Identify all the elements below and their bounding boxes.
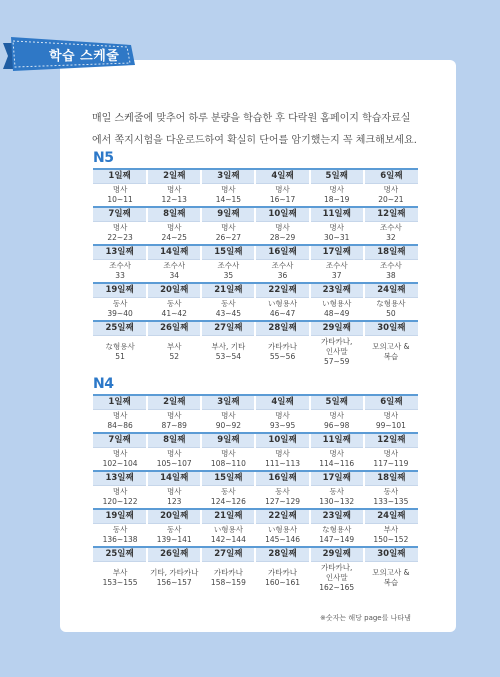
day-label: 1일째 <box>93 169 147 183</box>
word-category: 명사 <box>221 184 236 194</box>
day-label: 16일째 <box>255 245 309 259</box>
section-title-n4: N4 <box>93 376 114 392</box>
study-content-row <box>93 485 418 509</box>
study-cell <box>201 523 255 547</box>
study-cell <box>364 297 418 321</box>
day-label: 23일째 <box>310 509 364 523</box>
word-category: 동사 <box>166 298 182 308</box>
day-label: 22일째 <box>255 509 309 523</box>
day-label: 4일째 <box>255 169 309 183</box>
day-label: 6일째 <box>364 395 418 409</box>
study-cell <box>310 259 364 283</box>
day-header-row <box>93 395 418 409</box>
day-header-row <box>93 509 418 523</box>
day-label: 8일째 <box>147 207 201 221</box>
day-label: 24일째 <box>364 283 418 297</box>
study-content-row <box>93 221 418 245</box>
study-cell <box>201 297 255 321</box>
day-label: 12일째 <box>364 207 418 221</box>
word-category: 부사 <box>383 524 399 534</box>
day-label: 12일째 <box>364 433 418 447</box>
schedule-table-n5 <box>93 168 418 369</box>
day-label: 10일째 <box>255 207 309 221</box>
word-category: 조수사 <box>325 260 348 270</box>
page-range: 114~116 <box>319 458 355 468</box>
word-category: 명사 <box>166 486 182 496</box>
page-range: 93~95 <box>269 420 296 430</box>
word-category: 조수사 <box>109 260 131 270</box>
day-label: 24일째 <box>364 509 418 523</box>
study-cell <box>201 561 255 595</box>
day-label: 23일째 <box>310 283 364 297</box>
day-label: 7일째 <box>93 433 147 447</box>
word-category: 명사 <box>329 448 344 458</box>
study-cell <box>310 485 364 509</box>
word-category: 명사 <box>112 184 128 194</box>
day-label: 19일째 <box>93 283 147 297</box>
page-range: 123 <box>167 496 182 506</box>
schedule-table-n4 <box>93 394 418 595</box>
day-label: 28일째 <box>255 321 309 335</box>
page-range: 14~15 <box>215 194 242 204</box>
study-cell <box>201 335 255 369</box>
word-category: い형용사 <box>267 524 298 534</box>
study-cell <box>310 335 364 369</box>
word-category: 동사 <box>275 486 290 496</box>
page-range: 136~138 <box>102 534 138 544</box>
day-label: 9일째 <box>201 207 255 221</box>
word-category: 동사 <box>112 524 128 534</box>
word-category: 명사 <box>275 184 290 194</box>
day-label: 29일째 <box>310 321 364 335</box>
word-category: 명사 <box>275 410 290 420</box>
day-header-row <box>93 471 418 485</box>
study-content-row <box>93 183 418 207</box>
study-cell <box>201 183 255 207</box>
day-label: 18일째 <box>364 471 418 485</box>
word-category: 조수사 <box>271 260 294 270</box>
study-cell <box>255 183 309 207</box>
day-header-row <box>93 245 418 259</box>
page-range: 16~17 <box>269 194 296 204</box>
study-cell <box>93 335 147 369</box>
study-cell <box>93 183 147 207</box>
word-category: 부사 <box>166 342 182 352</box>
word-category: 모의고사 & <box>372 568 410 578</box>
word-category: 동사 <box>112 298 128 308</box>
word-category: 명사 <box>112 486 128 496</box>
page-range: 153~155 <box>102 578 138 588</box>
study-cell <box>364 447 418 471</box>
study-content-row <box>93 297 418 321</box>
day-label: 19일째 <box>93 509 147 523</box>
page-range: 158~159 <box>210 578 246 588</box>
page-range: 35 <box>223 270 234 280</box>
page-range: 90~92 <box>215 420 242 430</box>
day-label: 25일째 <box>93 547 147 561</box>
page-range: 53~54 <box>215 352 242 362</box>
study-cell <box>147 485 201 509</box>
study-content-row <box>93 335 418 369</box>
page-range: 32 <box>386 232 396 242</box>
word-category: 조수사 <box>380 260 402 270</box>
study-cell <box>93 561 147 595</box>
day-label: 2일째 <box>147 395 201 409</box>
word-category: 부사 <box>112 568 128 578</box>
page-range: 24~25 <box>161 232 187 242</box>
page-range: 12~13 <box>161 194 187 204</box>
page-range: 20~21 <box>378 194 404 204</box>
word-category: 명사 <box>221 222 236 232</box>
day-label: 1일째 <box>93 395 147 409</box>
study-cell <box>201 409 255 433</box>
footnote: ※숫자는 해당 page를 나타냄 <box>320 614 411 622</box>
study-cell <box>93 409 147 433</box>
study-cell <box>364 183 418 207</box>
page-range: 50 <box>386 308 396 318</box>
day-label: 14일째 <box>147 245 201 259</box>
word-category: 가타카나, <box>321 337 353 347</box>
study-cell <box>201 447 255 471</box>
page-range: 38 <box>386 270 396 280</box>
intro-paragraph: 매일 스케줄에 맞추어 하루 분량을 학습한 후 다락원 홈페이지 학습자료실 에서 쪽지시험을 다운로드하여 확실히 단어를 암기했는지 꼭 체크해보세요. <box>92 113 417 146</box>
page-range: 39~40 <box>107 308 133 318</box>
study-cell <box>93 485 147 509</box>
day-label: 2일째 <box>147 169 201 183</box>
study-cell <box>364 485 418 509</box>
page-range: 30~31 <box>324 232 350 242</box>
study-cell <box>255 259 309 283</box>
page-range: 130~132 <box>319 496 355 506</box>
study-cell <box>255 335 309 369</box>
study-cell <box>255 409 309 433</box>
study-cell <box>93 259 147 283</box>
study-cell <box>255 561 309 595</box>
page-range: 28~29 <box>269 232 296 242</box>
study-content-row <box>93 561 418 595</box>
study-cell <box>364 259 418 283</box>
page-range: 37 <box>331 270 342 280</box>
banner-title: 학습 스케줄 <box>49 49 120 64</box>
page-range: 102~104 <box>102 458 138 468</box>
page-range: 46~47 <box>269 308 296 318</box>
page-range: 34 <box>169 270 179 280</box>
study-cell <box>310 447 364 471</box>
word-category: 동사 <box>221 298 236 308</box>
section-title-n5: N5 <box>93 150 114 166</box>
word-category: 가타카나 <box>268 568 298 578</box>
study-cell <box>201 221 255 245</box>
day-header-row <box>93 547 418 561</box>
page-range: 117~119 <box>373 458 409 468</box>
study-cell <box>93 523 147 547</box>
page-range: 99~101 <box>375 420 406 430</box>
word-category: 기타, 가타카나 <box>150 568 199 578</box>
word-category: 가타카나, <box>321 563 353 573</box>
day-label: 30일째 <box>364 547 418 561</box>
day-label: 20일째 <box>147 283 201 297</box>
study-cell <box>255 297 309 321</box>
word-category: な형용사 <box>376 298 406 308</box>
day-label: 29일째 <box>310 547 364 561</box>
word-category: 조수사 <box>380 222 402 232</box>
page-range: 18~19 <box>324 194 350 204</box>
study-cell <box>93 447 147 471</box>
day-label: 10일째 <box>255 433 309 447</box>
study-cell <box>147 335 201 369</box>
word-category: 동사 <box>221 486 236 496</box>
word-category: な형용사 <box>322 524 352 534</box>
word-category: 명사 <box>329 222 344 232</box>
day-label: 27일째 <box>201 321 255 335</box>
day-label: 27일째 <box>201 547 255 561</box>
page-range: 162~165 <box>319 583 355 593</box>
day-label: 8일째 <box>147 433 201 447</box>
page-range: 127~129 <box>265 496 300 506</box>
day-label: 18일째 <box>364 245 418 259</box>
page-range: 43~45 <box>215 308 242 318</box>
day-label: 17일째 <box>310 245 364 259</box>
study-cell <box>255 221 309 245</box>
study-cell <box>201 259 255 283</box>
day-label: 21일째 <box>201 283 255 297</box>
word-category: 부사, 기타 <box>211 342 246 352</box>
day-label: 25일째 <box>93 321 147 335</box>
study-content-row <box>93 447 418 471</box>
page-range: 147~149 <box>319 534 355 544</box>
page-range: 84~86 <box>107 420 133 430</box>
page-range: 87~89 <box>161 420 187 430</box>
word-category: 명사 <box>166 410 182 420</box>
word-category: い형용사 <box>213 524 244 534</box>
word-category: 명사 <box>221 410 236 420</box>
word-category: い형용사 <box>322 298 352 308</box>
study-cell <box>364 561 418 595</box>
page-range: 108~110 <box>210 458 246 468</box>
schedule-banner <box>3 35 137 77</box>
day-header-row <box>93 433 418 447</box>
study-cell <box>201 485 255 509</box>
page-range: 133~135 <box>373 496 409 506</box>
day-label: 28일째 <box>255 547 309 561</box>
page-range: 160~161 <box>265 578 300 588</box>
day-label: 3일째 <box>201 395 255 409</box>
page-range: 124~126 <box>210 496 246 506</box>
study-cell <box>147 561 201 595</box>
page-range: 26~27 <box>215 232 242 242</box>
day-header-row <box>93 169 418 183</box>
word-category: 조수사 <box>163 260 186 270</box>
page-range: 156~157 <box>156 578 192 588</box>
day-label: 3일째 <box>201 169 255 183</box>
day-label: 17일째 <box>310 471 364 485</box>
page-range: 48~49 <box>324 308 350 318</box>
word-category: 명사 <box>112 410 128 420</box>
study-cell <box>364 221 418 245</box>
word-category: 명사 <box>112 448 128 458</box>
page-range: 36 <box>277 270 288 280</box>
word-category: 명사 <box>166 184 182 194</box>
word-category: 동사 <box>166 524 182 534</box>
day-label: 20일째 <box>147 509 201 523</box>
day-label: 9일째 <box>201 433 255 447</box>
day-label: 4일째 <box>255 395 309 409</box>
study-cell <box>255 485 309 509</box>
study-cell <box>147 409 201 433</box>
word-category: 명사 <box>166 448 182 458</box>
study-cell <box>310 221 364 245</box>
study-cell <box>93 297 147 321</box>
day-header-row <box>93 283 418 297</box>
day-label: 14일째 <box>147 471 201 485</box>
day-label: 13일째 <box>93 471 147 485</box>
word-category: 명사 <box>383 410 399 420</box>
day-label: 22일째 <box>255 283 309 297</box>
word-category: 명사 <box>166 222 182 232</box>
study-cell <box>147 447 201 471</box>
word-category: 가타카나 <box>268 342 298 352</box>
word-category: 복습 <box>383 352 399 362</box>
study-cell <box>147 221 201 245</box>
word-category: 복습 <box>383 578 399 588</box>
word-category: 인사말 <box>325 347 348 357</box>
study-cell <box>310 409 364 433</box>
study-cell <box>364 335 418 369</box>
day-label: 6일째 <box>364 169 418 183</box>
page-range: 33 <box>115 270 125 280</box>
word-category: 인사말 <box>325 573 348 583</box>
page-range: 52 <box>169 352 179 362</box>
word-category: 명사 <box>112 222 128 232</box>
study-cell <box>364 523 418 547</box>
study-cell <box>310 523 364 547</box>
page-range: 150~152 <box>373 534 409 544</box>
word-category: 명사 <box>275 222 290 232</box>
study-cell <box>310 297 364 321</box>
page-range: 111~113 <box>265 458 300 468</box>
page-range: 55~56 <box>269 352 296 362</box>
study-content-row <box>93 409 418 433</box>
day-label: 5일째 <box>310 169 364 183</box>
study-cell <box>255 523 309 547</box>
day-label: 15일째 <box>201 245 255 259</box>
page-range: 22~23 <box>107 232 133 242</box>
page-range: 96~98 <box>324 420 350 430</box>
word-category: 명사 <box>329 184 344 194</box>
word-category: 명사 <box>329 410 344 420</box>
word-category: 조수사 <box>217 260 240 270</box>
word-category: 명사 <box>275 448 290 458</box>
word-category: 동사 <box>329 486 344 496</box>
day-label: 11일째 <box>310 207 364 221</box>
study-cell <box>310 183 364 207</box>
word-category: 명사 <box>221 448 236 458</box>
page-range: 105~107 <box>156 458 192 468</box>
day-label: 21일째 <box>201 509 255 523</box>
page-range: 120~122 <box>102 496 138 506</box>
page-range: 145~146 <box>265 534 300 544</box>
page-range: 57~59 <box>324 357 350 367</box>
word-category: 명사 <box>383 448 399 458</box>
word-category: い형용사 <box>267 298 298 308</box>
day-label: 26일째 <box>147 321 201 335</box>
study-cell <box>364 409 418 433</box>
study-content-row <box>93 259 418 283</box>
day-label: 30일째 <box>364 321 418 335</box>
page-range: 10~11 <box>107 194 133 204</box>
study-cell <box>93 221 147 245</box>
word-category: 모의고사 & <box>372 342 410 352</box>
day-label: 5일째 <box>310 395 364 409</box>
page-range: 51 <box>115 352 125 362</box>
page-range: 41~42 <box>161 308 187 318</box>
day-label: 13일째 <box>93 245 147 259</box>
word-category: な형용사 <box>105 342 135 352</box>
study-content-row <box>93 523 418 547</box>
day-label: 26일째 <box>147 547 201 561</box>
word-category: 가타카나 <box>213 568 243 578</box>
study-cell <box>147 523 201 547</box>
study-cell <box>147 297 201 321</box>
study-cell <box>310 561 364 595</box>
day-label: 11일째 <box>310 433 364 447</box>
study-cell <box>147 259 201 283</box>
word-category: 동사 <box>383 486 399 496</box>
page-range: 139~141 <box>156 534 192 544</box>
word-category: 명사 <box>383 184 399 194</box>
study-cell <box>255 447 309 471</box>
day-header-row <box>93 321 418 335</box>
page-range: 142~144 <box>210 534 246 544</box>
day-header-row <box>93 207 418 221</box>
day-label: 15일째 <box>201 471 255 485</box>
day-label: 16일째 <box>255 471 309 485</box>
day-label: 7일째 <box>93 207 147 221</box>
study-cell <box>147 183 201 207</box>
